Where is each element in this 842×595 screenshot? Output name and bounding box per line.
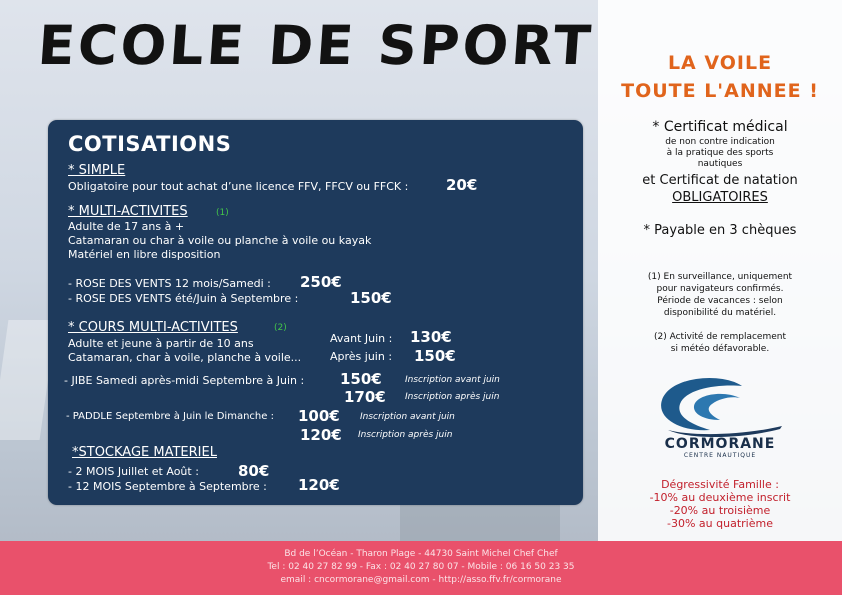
cours-note: (2) — [274, 323, 287, 333]
rose2-price: 150€ — [350, 289, 392, 307]
note2-line1: (2) Activité de remplacement — [653, 332, 786, 342]
note1-line1: (1) En surveillance, uniquement — [647, 272, 793, 282]
note1-line4: disponibilité du matériel. — [663, 308, 777, 318]
footer-phones: Tel : 02 40 27 82 99 - Fax : 02 40 27 80 07 - Mobile : 06 16 50 23 35 — [267, 562, 575, 572]
stockage-price2: 120€ — [298, 476, 340, 494]
card-heading: COTISATIONS — [68, 132, 232, 156]
multi-note: (1) — [216, 208, 229, 218]
certificat-line1: de non contre indication — [665, 137, 775, 147]
multi-label: * MULTI-ACTIVITES — [68, 204, 188, 219]
paddle-text: - PADDLE Septembre à Juin le Dimanche : — [66, 411, 274, 422]
degressivite-line1: -10% au deuxième inscrit — [649, 491, 791, 504]
simple-label: * SIMPLE — [68, 163, 126, 178]
cormorane-logo — [650, 374, 790, 464]
rose1-text: - ROSE DES VENTS 12 mois/Samedi : — [68, 277, 271, 290]
cours-label: * COURS MULTI-ACTIVITES — [68, 320, 238, 335]
natation-text: et Certificat de natation — [642, 173, 798, 188]
stockage-label: *STOCKAGE MATERIEL — [72, 445, 217, 460]
certificat-title: * Certificat médical — [652, 119, 788, 135]
jibe-price-1: 150€ — [340, 370, 382, 388]
apres-juin-price: 150€ — [414, 347, 456, 365]
stockage-line1: - 2 MOIS Juillet et Août : — [68, 465, 199, 478]
payable-text: * Payable en 3 chèques — [643, 223, 797, 238]
multi-line1: Adulte de 17 ans à + — [68, 220, 185, 233]
footer-contact: email : cncormorane@gmail.com - http://asso.ffv.fr/cormorane — [280, 575, 562, 585]
note1-line2: pour navigateurs confirmés. — [656, 284, 784, 294]
paddle-inscription-2: Inscription après juin — [358, 430, 453, 440]
jibe-text: - JIBE Samedi après-midi Septembre à Juin : — [64, 374, 305, 387]
jibe-inscription-1: Inscription avant juin — [405, 375, 500, 385]
stockage-line2: - 12 MOIS Septembre à Septembre : — [68, 480, 267, 493]
rose1-price: 250€ — [300, 273, 342, 291]
degressivite-title: Dégressivité Famille : — [661, 478, 779, 491]
note2-line2: si météo défavorable. — [670, 344, 770, 354]
tagline-line2: TOUTE L'ANNEE ! — [621, 80, 819, 102]
cours-line1: Adulte et jeune à partir de 10 ans — [68, 337, 254, 350]
page-title: ECOLE DE SPORT — [35, 14, 596, 77]
note1-line3: Période de vacances : selon — [657, 296, 783, 306]
jibe-price-2: 170€ — [344, 388, 386, 406]
degressivite-line3: -30% au quatrième — [667, 517, 773, 530]
apres-juin-label: Après juin : — [330, 350, 393, 363]
cours-line2: Catamaran, char à voile, planche à voile... — [68, 351, 302, 364]
footer-address: Bd de l’Océan - Tharon Plage - 44730 Saint Michel Chef Chef — [284, 549, 558, 559]
certificat-line2: à la pratique des sports — [666, 148, 774, 158]
paddle-inscription-1: Inscription avant juin — [360, 412, 455, 422]
multi-line2: Catamaran ou char à voile ou planche à voile ou kayak — [68, 234, 372, 247]
paddle-price-1: 100€ — [298, 407, 340, 425]
stockage-price1: 80€ — [238, 462, 270, 480]
degressivite-line2: -20% au troisième — [669, 504, 771, 517]
background-sand — [400, 500, 560, 541]
obligatoires-text: OBLIGATOIRES — [672, 190, 768, 205]
rose2-text: - ROSE DES VENTS été/Juin à Septembre : — [68, 292, 299, 305]
footer — [0, 541, 842, 595]
certificat-line3: nautiques — [697, 159, 743, 169]
logo-subtitle: CENTRE NAUTIQUE — [683, 452, 757, 459]
paddle-price-2: 120€ — [300, 426, 342, 444]
cotisations-card — [48, 120, 583, 505]
simple-text: Obligatoire pour tout achat d’une licence FFV, FFCV ou FFCK : — [68, 180, 409, 193]
simple-price: 20€ — [446, 176, 478, 194]
logo-name: CORMORANE — [664, 436, 776, 452]
jibe-inscription-2: Inscription après juin — [405, 392, 500, 402]
avant-juin-label: Avant Juin : — [330, 332, 393, 345]
tagline-line1: LA VOILE — [667, 52, 773, 74]
avant-juin-price: 130€ — [410, 328, 452, 346]
multi-line3: Matériel en libre disposition — [68, 248, 221, 261]
